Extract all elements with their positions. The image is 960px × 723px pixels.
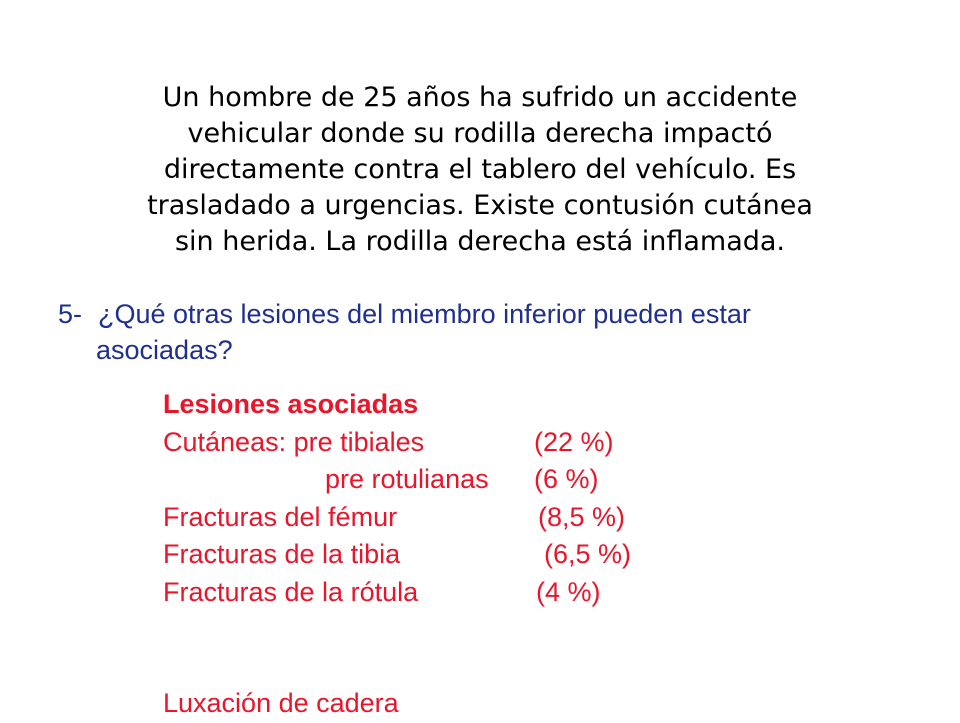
finding-label: Fracturas de la tibia <box>163 539 401 569</box>
finding-hip-dislocation: Luxación de cadera <box>163 688 399 718</box>
finding-row <box>163 499 723 537</box>
question-text: ¿Qué otras lesiones del miembro inferior pueden estar <box>98 299 751 329</box>
case-line: vehicular donde su rodilla derecha impactó <box>187 118 773 149</box>
question-line-2: asociadas? <box>96 335 233 365</box>
spacer <box>163 611 723 685</box>
question-number: 5- <box>58 299 83 329</box>
finding-percent: (22 %) <box>534 426 614 457</box>
finding-row <box>163 424 723 462</box>
finding-label: Fracturas de la rótula <box>163 576 419 607</box>
finding-percent: (6 %) <box>534 464 599 494</box>
finding-label: Fracturas del fémur <box>163 501 398 532</box>
finding-percent: (6,5 %) <box>544 539 632 569</box>
question-line-1 <box>58 296 908 332</box>
finding-row <box>163 536 723 574</box>
case-line: trasladado a urgencias. Existe contusión cutánea <box>147 190 813 221</box>
findings-heading: Lesiones asociadas <box>163 389 419 419</box>
finding-label: pre rotulianas <box>325 464 489 494</box>
case-description <box>70 80 890 260</box>
finding-label: Cutáneas: pre tibiales <box>163 426 425 457</box>
case-line: sin herida. La rodilla derecha está inflamada. <box>174 226 786 257</box>
associated-injuries <box>163 386 723 723</box>
finding-percent: (4 %) <box>536 576 601 607</box>
case-line: directamente contra el tablero del vehículo. Es <box>163 154 797 185</box>
finding-row <box>163 574 723 612</box>
case-line: Un hombre de 25 años ha sufrido un accidente <box>162 82 798 113</box>
question <box>58 296 908 368</box>
finding-percent: (8,5 %) <box>538 501 626 532</box>
finding-row <box>163 461 723 499</box>
